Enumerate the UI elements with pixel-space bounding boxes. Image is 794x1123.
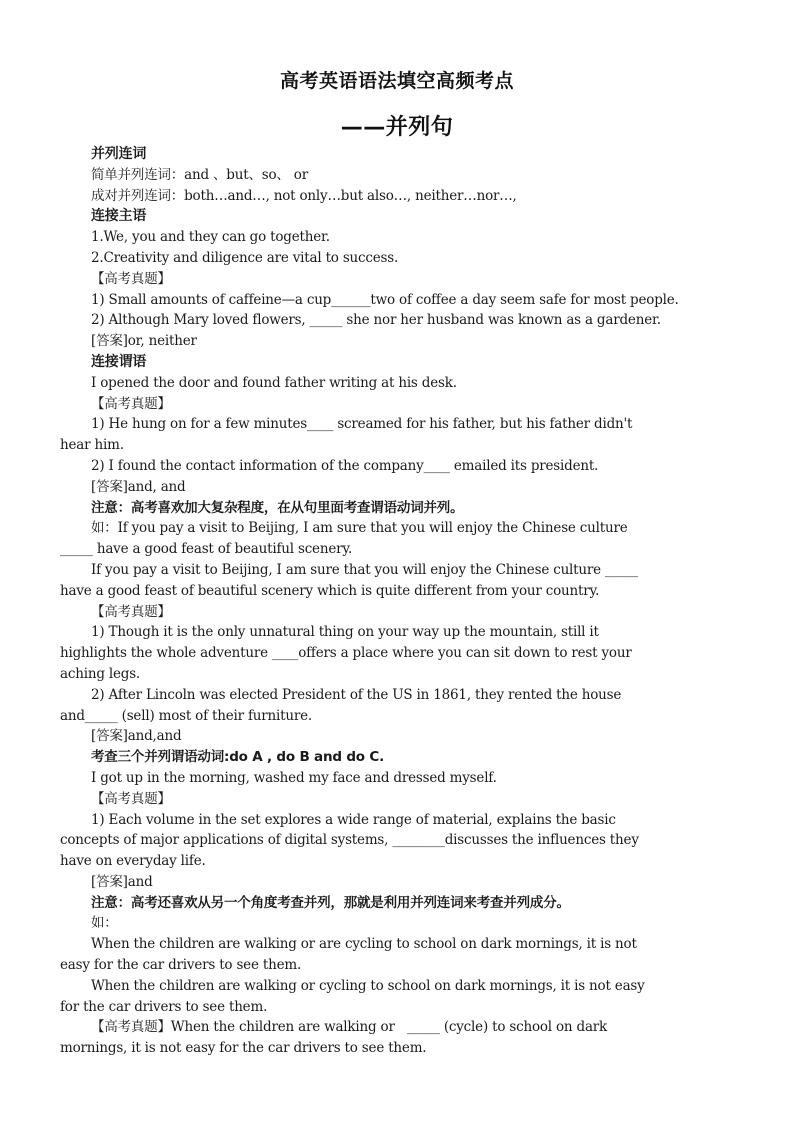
text-line: I opened the door and found father writing at his desk. [91,374,457,391]
question-line: 2) Although Mary loved flowers, _____ she nor her husband was known as a gardener. [91,312,661,329]
text-line: 简单并列连词：and 、but、so、 or [91,166,308,183]
question-line: mornings, it is not easy for the car drivers to see them. [60,1040,427,1057]
section-heading: 连接谓语 [91,353,147,370]
exam-question-label: 【高考真题】 [91,790,171,807]
example-line: easy for the car drivers to see them. [60,957,302,974]
text-line: 1.We, you and they can go together. [91,229,330,246]
text-line: 2.Creativity and diligence are vital to success. [91,249,399,266]
question-line: 【高考真题】When the children are walking or _____ (cycle) to school on dark [91,1019,608,1036]
answer-line: [答案]and, and [91,478,186,495]
exam-question-label: 【高考真题】 [91,603,171,620]
answer-line: [答案]and [91,873,153,890]
example-line: When the children are walking or cycling to school on dark mornings, it is not easy [91,977,645,994]
note-heading: 注意：高考喜欢加大复杂程度，在从句里面考查谓语动词并列。 [91,499,464,516]
question-line: and_____ (sell) most of their furniture. [60,707,312,724]
question-line: hear him. [60,437,124,454]
question-line: 1) He hung on for a few minutes____ screamed for his father, but his father didn't [91,416,633,433]
exam-question-label: 【高考真题】 [91,270,171,287]
question-line: 1) Though it is the only unnatural thing on your way up the mountain, still it [91,624,599,641]
page-subtitle: ——并列句 [340,115,454,140]
text-line: I got up in the morning, washed my face and dressed myself. [91,769,497,786]
document-body [0,144,794,1059]
note-heading: 注意：高考还喜欢从另一个角度考查并列，那就是利用并列连词来考查并列成分。 [91,894,570,911]
example-line: for the car drivers to see them. [60,998,268,1015]
question-line: concepts of major applications of digital systems, ________discusses the influences they [60,832,639,849]
example-line: _____ have a good feast of beautiful scenery. [60,541,353,558]
section-heading: 并列连词 [91,146,147,162]
question-line: 2) After Lincoln was elected President of the US in 1861, they rented the house [91,686,622,703]
answer-line: [答案]or, neither [91,333,197,350]
question-line: 2) I found the contact information of the company____ emailed its president. [91,457,599,474]
example-line: When the children are walking or are cycling to school on dark mornings, it is not [91,936,637,953]
question-line: aching legs. [60,665,141,682]
question-line: 1) Small amounts of caffeine—a cup______two of coffee a day seem safe for most people. [91,291,679,308]
question-line: 1) Each volume in the set explores a wide range of material, explains the basic [91,811,616,828]
answer-line: [答案]and,and [91,728,182,745]
text-line: 成对并列连词：both…and…, not only…but also…, neither…nor…, [91,187,517,204]
example-line: have a good feast of beautiful scenery which is quite different from your country. [60,582,600,599]
section-heading: 连接主语 [91,208,147,225]
example-label: 如： [91,915,118,932]
page-title: 高考英语语法填空高频考点 [279,70,514,92]
question-line: highlights the whole adventure ____offers a place where you can sit down to rest your [60,645,632,662]
question-line: have on everyday life. [60,853,206,870]
exam-question-label: 【高考真题】 [91,395,171,412]
example-line: 如：If you pay a visit to Beijing, I am sure that you will enjoy the Chinese culture [91,520,628,537]
example-line: If you pay a visit to Beijing, I am sure that you will enjoy the Chinese culture _____ [91,561,638,578]
section-heading: 考查三个并列谓语动词:do A , do B and do C. [91,749,384,766]
